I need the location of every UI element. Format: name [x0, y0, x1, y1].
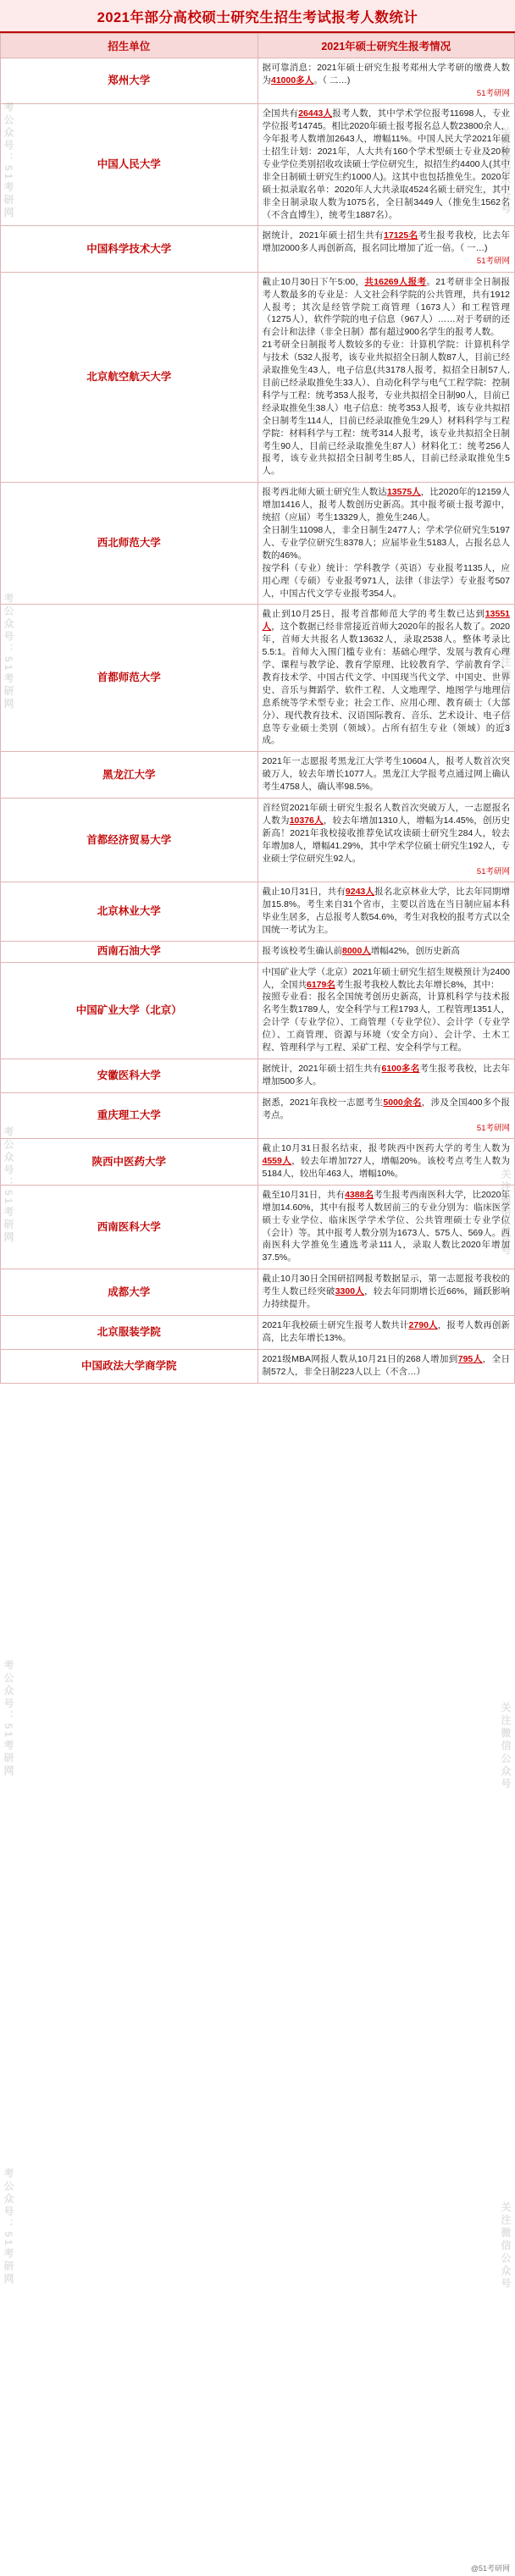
school-detail-cell [258, 1269, 515, 1316]
footer-credit: @51考研网 [470, 2564, 510, 2573]
detail-text: 报考西北师大硕士研究生人数达13575人，比2020年的12159人增加1416人，报考人数创历史新高。其中报考硕士报考源中，统招（应届）考生13329人，推免生246人。 全日制生11098人，非全日制生2477人；学术学位研究生5197人、专业学位研究生8378人；应届毕业生5183人，占报名总人数的46%。 按学科（专业）统计：学科教学（英语）专业报考1135人，应用心理（专硕）专业报考971人，法律（非法学）专业报考507人，中国古代文学专业报考354人。 [262, 487, 510, 599]
table-row [1, 272, 515, 483]
school-name-cell: 安徽医科大学 [1, 1059, 258, 1092]
table-body [1, 58, 515, 1384]
school-name-cell: 北京航空航天大学 [1, 272, 258, 483]
column-header-detail: 2021年硕士研究生报考情况 [258, 34, 515, 58]
table-row [1, 752, 515, 799]
school-detail-cell [258, 272, 515, 483]
detail-text: 2021级MBA网报人数从10月21日的268人增加到795人，全日制572人，非全日制223人以上（不含…） [262, 1353, 511, 1377]
table-row [1, 941, 515, 962]
table-header-row [1, 34, 515, 58]
school-name-cell: 西南医科大学 [1, 1185, 258, 1269]
table-row [1, 1349, 515, 1383]
school-detail-cell [258, 1349, 515, 1383]
watermark-follow: 关注微信公众号 [500, 1169, 512, 1258]
table-row [1, 1092, 515, 1138]
table-row [1, 226, 515, 272]
detail-text: 截止10月30日全国研招网报考数据显示，第一志愿报考我校的考生人数已经突破3300人，较去年同期增长近66%，踊跃影响力持续提升。 [262, 1274, 511, 1310]
school-name-cell: 成都大学 [1, 1269, 258, 1316]
source-tagline: 51考研网 [476, 866, 510, 876]
detail-text: 截止10月31日报名结束，报考陕西中医药大学的考生人数为4559人，较去年增加727人，增幅20%。该校考点考生人数为5184人，较出年463人，增幅10%。 [262, 1143, 510, 1179]
detail-text: 截止到10月25日，报考首都师范大学的考生数已达到13551人，这个数据已经非常接近首师大2020年的报名人数了。2020年，首师大共报名人数13632人，录取2538人。整体考录比5.5:1。首师大入围门槛专业有：基础心理学、发展与教育心理学、课程与教学论、教育学原理、比较教育学、学前教育学、教育技术学、中国古代文学、中国现当代文学、中国史、世界史、音乐与舞蹈学、软件工程、人文地理学、地图学与地理信息系统等学术型专业；社会工作、应用心理、教育硕士（大部分）、现代教育技术、汉语国际教育、音乐、艺术设计、电子信息等专业硕士类别（领域）。占所有招生专业（领域）的近3成。 [262, 609, 511, 746]
watermark-follow: 关注微信公众号 [500, 1702, 512, 1791]
school-name-cell: 首都师范大学 [1, 605, 258, 752]
school-detail-cell [258, 941, 515, 962]
detail-text: 据可靠消息：2021年硕士研究生报考郑州大学考研的缴费人数为41000多人。（ 二…) [262, 63, 510, 86]
watermark-follow: 关注微信公众号 [500, 644, 512, 732]
school-detail-cell [258, 1059, 515, 1092]
column-header-school: 招生单位 [1, 34, 258, 58]
school-name-cell: 北京林业大学 [1, 882, 258, 942]
page-title: 2021年部分高校硕士研究生招生考试报考人数统计 [97, 10, 418, 25]
detail-text: 据统计，2021年硕士招生共有6100多名考生报考我校，比去年增加500多人。 [262, 1063, 511, 1086]
school-name-cell: 西北师范大学 [1, 483, 258, 605]
table-row [1, 1059, 515, 1092]
table-row [1, 962, 515, 1059]
watermark-follow: 关注微信公众号 [500, 127, 512, 216]
school-name-cell: 中国矿业大学（北京） [1, 962, 258, 1059]
table-row [1, 1185, 515, 1269]
detail-text: 报考该校考生确认前8000人增幅42%，创历史新高 [262, 945, 460, 956]
school-detail-cell [258, 1139, 515, 1186]
detail-text: 据统计，2021年硕士招生共有17125名考生报考我校，比去年增加2000多人再创新高，报名同比增加了近一倍。（ 一…) [262, 230, 511, 254]
table-row [1, 1315, 515, 1349]
detail-text: 截止10月31日，共有9243人报名北京林业大学，比去年同期增加15.8%。考生来自31个省市，主要以首选在当日制应届本科毕业生居多，占总报考人数54.6%，考生对我校的报考方式以全国统一考试为主。 [262, 887, 511, 935]
school-name-cell: 重庆理工大学 [1, 1092, 258, 1138]
table-row [1, 1139, 515, 1186]
detail-text: 首经贸2021年硕士研究生报名人数首次突破万人，一志愿报名人数为10376人，较去年增加1310人，增幅为14.45%，创历史新高！2021年我校接收推荐免试攻读硕士研究生284人，较去年增加8人，增幅41.29%，其中学术学位硕士研究生192人，专业硕士学位研究生92人。 [262, 803, 510, 864]
table-row [1, 799, 515, 882]
school-detail-cell [258, 1185, 515, 1269]
table-row [1, 1269, 515, 1316]
detail-text: 全国共有26443人报考人数，其中学术学位报考11698人，专业学位报考14745。相比2020年硕士报考报名总人数23800余人，今年报考人数增加2643人，增幅11%。中国人民大学2021年硕士招生计划：2021年，人大共有160个学术型硕士专业及20种专业学位类别招收攻读硕士学位研究生，拟招生约4400人(其中非全日制硕士研究生约1000人)。这其中也包括推免生。2020年硕士拟录取名单：2020年人大共录取4524名硕士研究生，其中非全日制录取人数为1075名，全日制3449人（推免生1562名（不含直博生），统考生1887名）。 [262, 108, 511, 220]
detail-text: 据悉，2021年我校一志愿考生5000余名，涉及全国400多个报考点。 [262, 1097, 510, 1120]
table-row [1, 605, 515, 752]
watermark-account: 考公众号：51考研网 [3, 1126, 14, 1245]
school-name-cell: 北京服装学院 [1, 1315, 258, 1349]
watermark-account: 考公众号：51考研网 [3, 2168, 14, 2286]
table-header [1, 34, 515, 58]
source-tagline: 51考研网 [476, 257, 510, 267]
school-detail-cell [258, 605, 515, 752]
detail-text: 截至10月31日，共有4388名考生报考西南医科大学，比2020年增加14.60%，其中有报考人数居前三的专业分别为：临床医学硕士专业学位、临床医学学术学位、公共管理硕士专业学位（会计）等。其中报考人数分别为1673人、575人、569人。西南医科大学推免生遴选考录111人，录取人数比2020年增加37.5%。 [262, 1189, 511, 1263]
table-row [1, 483, 515, 605]
source-tagline: 51考研网 [476, 1123, 510, 1133]
watermark-account: 考公众号：51考研网 [3, 1660, 14, 1778]
table-row [1, 104, 515, 226]
source-tagline: 51考研网 [476, 88, 510, 98]
school-name-cell: 中国科学技术大学 [1, 226, 258, 272]
detail-text: 2021年一志愿报考黑龙江大学考生10604人，报考人数首次突破万人，较去年增长1077人。黑龙江大学报考点通过网上确认考生4758人，确认率98.5%。 [262, 756, 510, 793]
school-name-cell: 首都经济贸易大学 [1, 799, 258, 882]
statistics-table [0, 33, 515, 1384]
school-detail-cell [258, 962, 515, 1059]
school-name-cell: 西南石油大学 [1, 941, 258, 962]
school-name-cell: 中国人民大学 [1, 104, 258, 226]
watermark-follow: 关注微信公众号 [500, 2202, 512, 2291]
detail-text: 2021年我校硕士研究生报考人数共计2790人，报考人数再创新高，比去年增长13%。 [262, 1319, 511, 1343]
school-name-cell: 陕西中医药大学 [1, 1139, 258, 1186]
school-detail-cell [258, 226, 515, 272]
table-row [1, 882, 515, 942]
school-detail-cell [258, 104, 515, 226]
school-name-cell: 中国政法大学商学院 [1, 1349, 258, 1383]
school-name-cell: 黑龙江大学 [1, 752, 258, 799]
school-detail-cell [258, 752, 515, 799]
page-title-bar [0, 0, 515, 33]
school-detail-cell [258, 1315, 515, 1349]
school-detail-cell [258, 483, 515, 605]
detail-text: 中国矿业大学（北京）2021年硕士研究生招生规模预计为2400人，全国共6179名考生报考我校人数比去年增长8%，其中： 按照专业看：报名全国统考创历史新高，计算机科学与技术报名考生数1789人，安全科学与工程1793人，工程管理1351人，会计学（专业学位）、工商管理（专业学位）、会计学（专业学位）、工商管理、资源与环境（安全方向）、会计学、土木工程、管理科学与工程、采矿工程、安全科学与工程。 [262, 966, 510, 1053]
school-detail-cell [258, 882, 515, 942]
school-detail-cell [258, 799, 515, 882]
watermark-account: 考公众号：51考研网 [3, 102, 14, 220]
table-row [1, 58, 515, 104]
detail-text: 截止10月30日下午5:00，共16269人报考。21考研非全日制报考人数最多的专业是：人文社会科学院的公共管理，共有1912人报考；其次是经管学院工商管理（1673人）和工程管理（1275人），软件学院的电子信息（967人）……对于考研的还有会计和法律（非全日制）都有超过900名学生的报考人数。 21考研全日制报考人数较多的专业：计算机学院：计算机科学与技术（532人报考，该专业共拟招全日制人数87人，目前已经录取推免生43人，电子信息(共3178人报考，拟招全日制57人,目前已经录取推免生33人）、自动化科学与电气工程学院：控制科学与工程：统考353人报考，专业共拟招全日制90人，目前已经录取推免生38人）电子信息：统考353人报考，该专业共拟招全日制考生114人，目前已经录取推免生29人）材料科学与工程学院：材料科学与工程：统考314人报考，该专业共拟招全日制考生90人，目前已经录取推免生87人）材料化工：统考256人报考，该专业共拟招全日制考生85人，目前已经录取推免生5人。 [262, 276, 511, 477]
watermark-account: 考公众号：51考研网 [3, 593, 14, 711]
school-detail-cell [258, 1092, 515, 1138]
school-detail-cell [258, 58, 515, 104]
school-name-cell: 郑州大学 [1, 58, 258, 104]
